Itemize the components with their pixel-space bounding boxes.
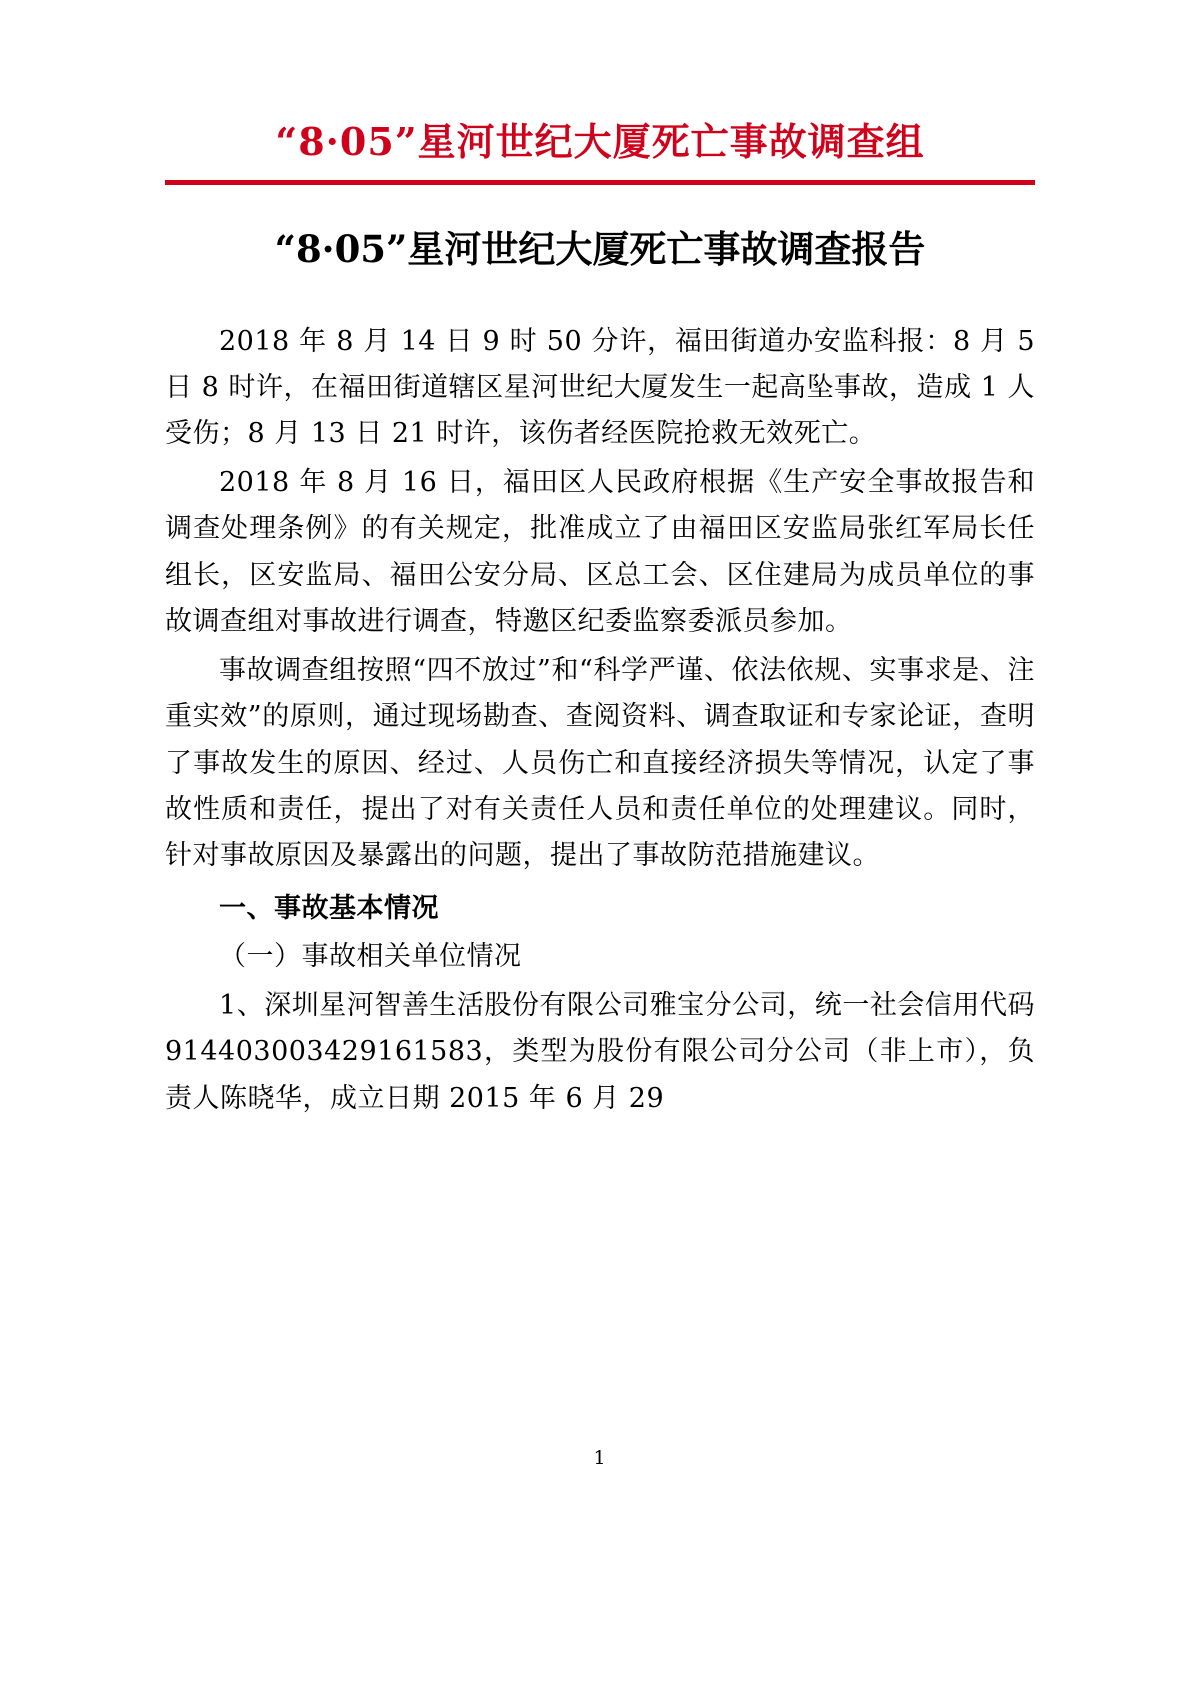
list-item-1: 1、深圳星河智善生活股份有限公司雅宝分公司，统一社会信用代码 914403003429161583，类型为股份有限公司分公司（非上市），负责人陈晓华，成立日期 2015 年 6 月 29	[165, 989, 1035, 1114]
subsection-heading-1: （一）事故相关单位情况	[219, 941, 522, 973]
section-heading-1: 一、事故基本情况	[219, 892, 439, 924]
header-red-rule	[165, 180, 1035, 185]
document-body	[165, 319, 1035, 1122]
paragraph-3: 事故调查组按照“四不放过”和“科学严谨、依法依规、实事求是、注重实效”的原则，通过现场勘查、查阅资料、调查取证和专家论证，查明了事故发生的原因、经过、人员伤亡和直接经济损失等情况，认定了事故性质和责任，提出了对有关责任人员和责任单位的处理建议。同时，针对事故原因及暴露出的问题，提出了事故防范措施建议。	[165, 654, 1035, 872]
issuing-organization: “8·05”星河世纪大厦死亡事故调查组	[275, 119, 925, 164]
page-number: 1	[593, 1447, 606, 1469]
page-content	[165, 0, 1035, 1124]
paragraph-1: 2018 年 8 月 14 日 9 时 50 分许，福田街道办安监科报：8 月 5 日 8 时许，在福田街道辖区星河世纪大厦发生一起高坠事故，造成 1 人受伤；8 月 13 日 21 时许，该伤者经医院抢救无效死亡。	[165, 325, 1035, 450]
document-header	[165, 118, 1035, 185]
paragraph-2: 2018 年 8 月 16 日，福田区人民政府根据《生产安全事故报告和调查处理条例》的有关规定，批准成立了由福田区安监局张红军局长任组长，区安监局、福田公安分局、区总工会、区住建局为成员单位的事故调查组对事故进行调查，特邀区纪委监察委派员参加。	[165, 466, 1035, 638]
page-title: “8·05”星河世纪大厦死亡事故调查报告	[274, 226, 926, 271]
